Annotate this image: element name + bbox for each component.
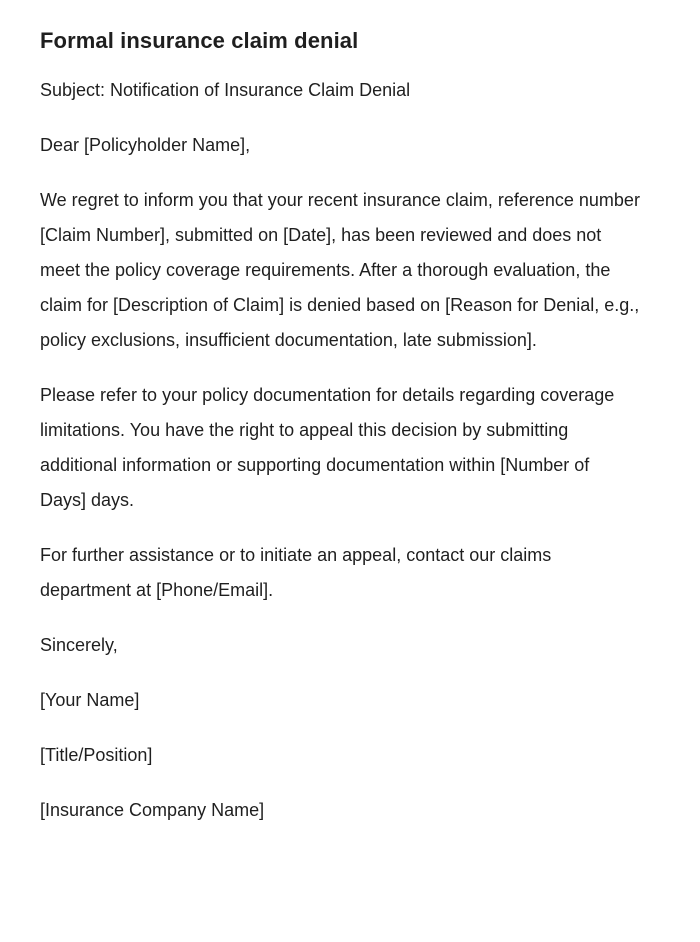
salutation: Dear [Policyholder Name], (40, 135, 251, 155)
closing: Sincerely, (40, 635, 118, 655)
signature-line: [Your Name] (40, 690, 140, 710)
body-paragraph: We regret to inform you that your recent insurance claim, reference number [Claim Number], submitted on [Date], has been reviewed and does not meet the policy coverage requirements. After a thorough evaluation, the claim for [Description of Claim] is denied based on [Reason for Denial, e.g., policy exclusions, insufficient documentation, late submission]. (40, 190, 640, 350)
subject-line: Subject: Notification of Insurance Claim Denial (40, 80, 411, 100)
page-title: Formal insurance claim denial (40, 28, 359, 53)
letter-body (40, 73, 640, 828)
signature-line: [Title/Position] (40, 745, 153, 765)
signature-line: [Insurance Company Name] (40, 800, 265, 820)
body-paragraph: Please refer to your policy documentation for details regarding coverage limitations. You have the right to appeal this decision by submitting additional information or supporting documentation within [Number of Days] days. (40, 385, 615, 510)
body-paragraph: For further assistance or to initiate an appeal, contact our claims department at [Phone/Email]. (40, 545, 552, 600)
